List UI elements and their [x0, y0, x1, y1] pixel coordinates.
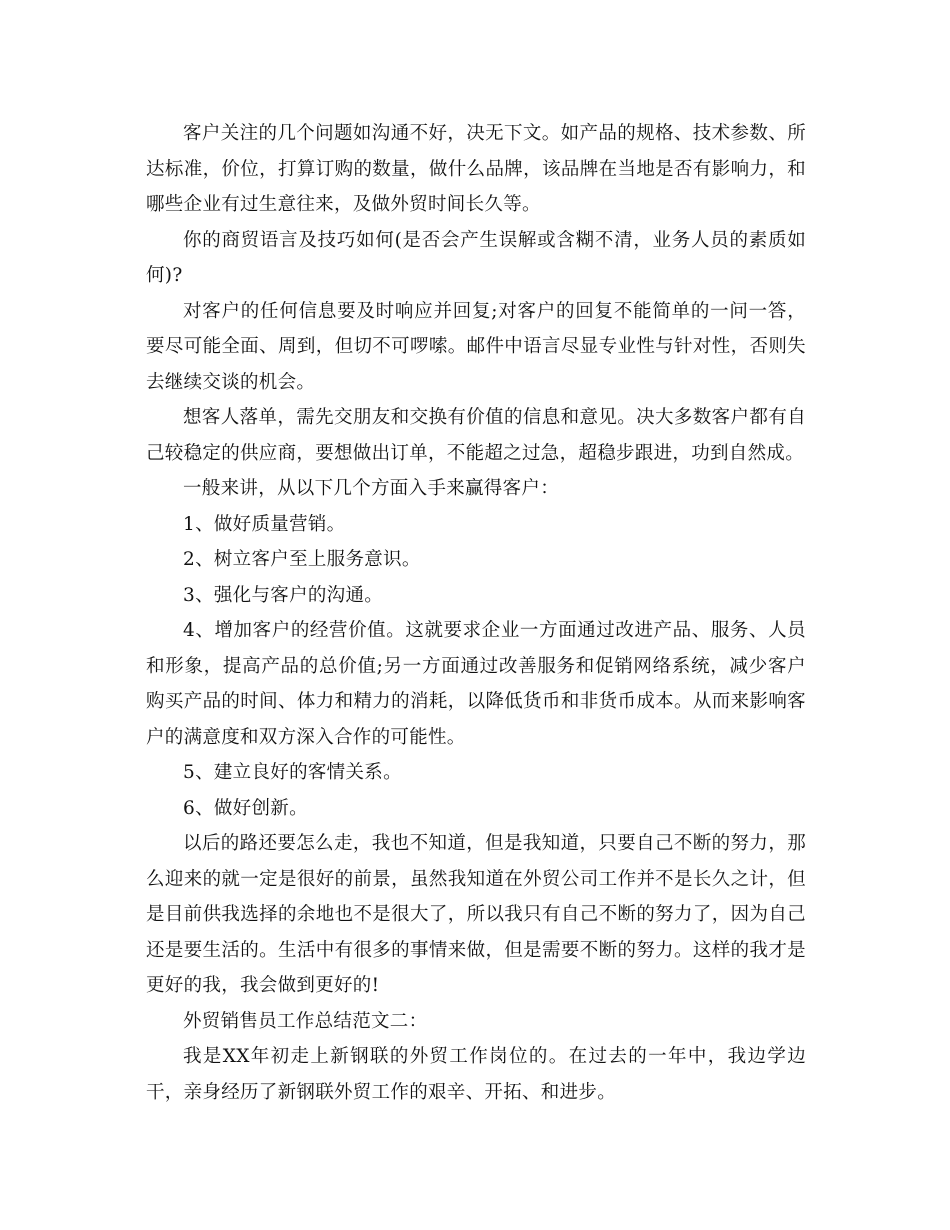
section-heading-sample-two: 外贸销售员工作总结范文二： [183, 1010, 428, 1032]
list-item-5: 5、建立良好的客情关系。 [183, 762, 402, 783]
paragraph-future-path: 以后的路还要怎么走，我也不知道，但是我知道，只要自己不断的努力，那么迎来的就一定是很好的前景，虽然我知道在外贸公司工作并不是长久之计，但是目前供我选择的余地也不是很大了，所以我只有自己不断的努力了，因为自己还是要生活的。生活中有很多的事情来做，但是需要不断的努力。这样的我才是更好的我，我会做到更好的! [146, 833, 806, 996]
paragraph-timely-response: 对客户的任何信息要及时响应并回复;对客户的回复不能简单的一问一答，要尽可能全面、周到，但切不可啰嗦。邮件中语言尽显专业性与针对性，否则失去继续交谈的机会。 [146, 300, 806, 393]
list-item-1: 1、做好质量营销。 [183, 513, 346, 535]
paragraph-win-customers-intro: 一般来讲，从以下几个方面入手来赢得客户： [183, 478, 560, 499]
list-item-4: 4、增加客户的经营价值。这就要求企业一方面通过改进产品、服务、人员和形象，提高产品的总价值;另一方面通过改善服务和促销网络系统，减少客户购买产品的时间、体力和精力的消耗，以降低货币和非货币成本。从而来影响客户的满意度和双方深入合作的可能性。 [146, 620, 806, 748]
list-item-2: 2、树立客户至上服务意识。 [183, 549, 421, 570]
list-item-6: 6、做好创新。 [183, 797, 308, 819]
document-body [146, 116, 806, 1110]
paragraph-customer-concerns: 客户关注的几个问题如沟通不好，决无下文。如产品的规格、技术参数、所达标准，价位，打算订购的数量，做什么品牌，该品牌在当地是否有影响力，和哪些企业有过生意往来，及做外贸时间长久等。 [146, 123, 806, 215]
paragraph-make-friends: 想客人落单，需先交朋友和交换有价值的信息和意见。决大多数客户都有自己较稳定的供应商，要想做出订单，不能超之过急，超稳步跟进，功到自然成。 [146, 407, 806, 464]
paragraph-business-language: 你的商贸语言及技巧如何(是否会产生误解或含糊不清，业务人员的素质如何)? [146, 229, 806, 286]
paragraph-new-job: 我是XX年初走上新钢联的外贸工作岗位的。在过去的一年中，我边学边干，亲身经历了新钢联外贸工作的艰辛、开拓、和进步。 [146, 1046, 806, 1103]
list-item-3: 3、强化与客户的沟通。 [183, 584, 384, 606]
